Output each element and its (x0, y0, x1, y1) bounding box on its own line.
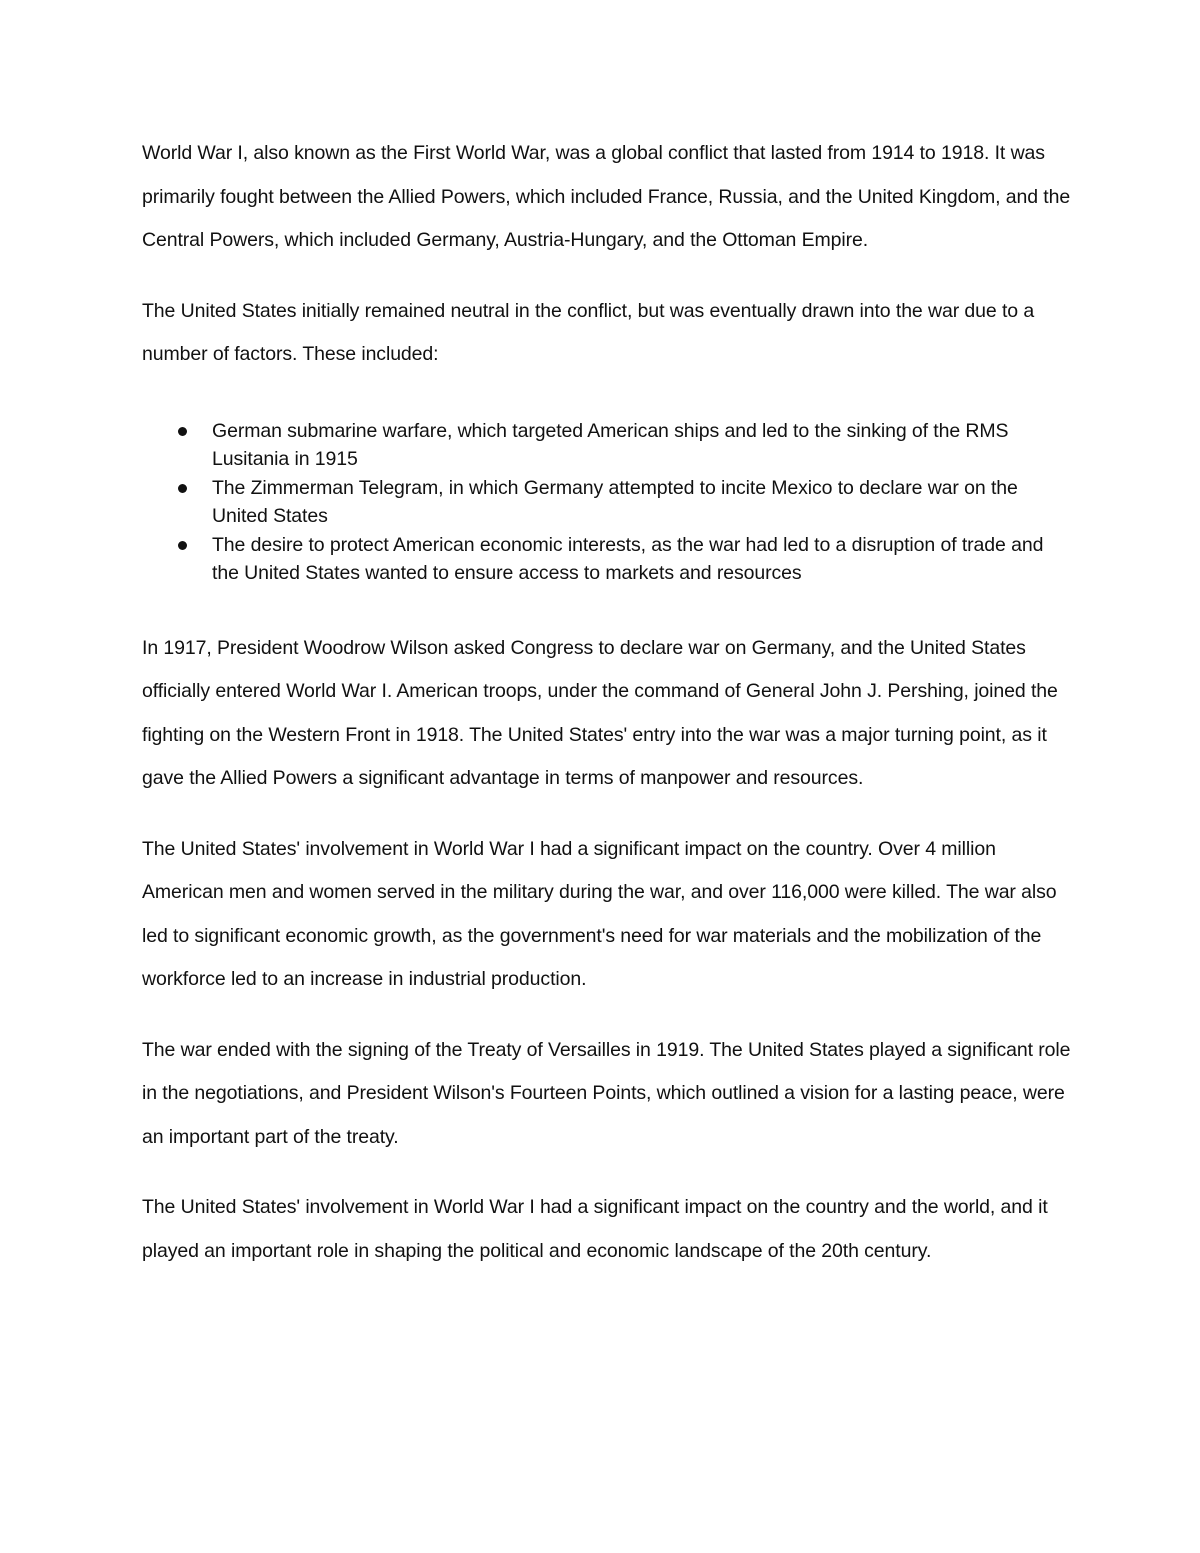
list-item-text: The Zimmerman Telegram, in which Germany attempted to incite Mexico to declare war on the United States (212, 476, 1018, 527)
list-item-text: German submarine warfare, which targeted American ships and led to the sinking of the RMS Lusitania in 1915 (212, 419, 1009, 470)
list-item-text: The desire to protect American economic interests, as the war had led to a disruption of trade and the United States wanted to ensure access to markets and resources (212, 533, 1044, 584)
bullet-dot-icon (178, 427, 187, 436)
paragraph-neutrality: The United States initially remained neutral in the conflict, but was eventually drawn into the war due to a number of factors. These included: (142, 299, 1035, 365)
paragraph-treaty: The war ended with the signing of the Treaty of Versailles in 1919. The United States played a significant role in the negotiations, and President Wilson's Fourteen Points, which outlined a vision for a lasting peace, were an important part of the treaty. (142, 1038, 1071, 1148)
bullet-dot-icon (178, 484, 187, 493)
paragraph-conclusion: The United States' involvement in World War I had a significant impact on the country and the world, and it played an important role in shaping the political and economic landscape of the 20th century. (142, 1196, 1048, 1262)
document-body (142, 132, 1072, 1300)
bullet-dot-icon (178, 541, 187, 550)
list-item (212, 474, 1072, 531)
paragraph-impact: The United States' involvement in World War I had a significant impact on the country. Over 4 million American men and women served in the military during the war, and over 116,000 were killed. The war also led to significant economic growth, as the government's need for war materials and the mobilization of the workforce led to an increase in industrial production. (142, 837, 1057, 990)
list-item (212, 417, 1072, 474)
list-item (212, 531, 1072, 588)
factors-list (142, 417, 1072, 588)
paragraph-intro: World War I, also known as the First World War, was a global conflict that lasted from 1914 to 1918. It was primarily fought between the Allied Powers, which included France, Russia, and the United Kingdom, and the Central Powers, which included Germany, Austria-Hungary, and the Ottoman Empire. (142, 142, 1071, 251)
paragraph-entry: In 1917, President Woodrow Wilson asked Congress to declare war on Germany, and the United States officially entered World War I. American troops, under the command of General John J. Pershing, joined the fighting on the Western Front in 1918. The United States' entry into the war was a major turning point, as it gave the Allied Powers a significant advantage in terms of manpower and resources. (142, 636, 1058, 789)
